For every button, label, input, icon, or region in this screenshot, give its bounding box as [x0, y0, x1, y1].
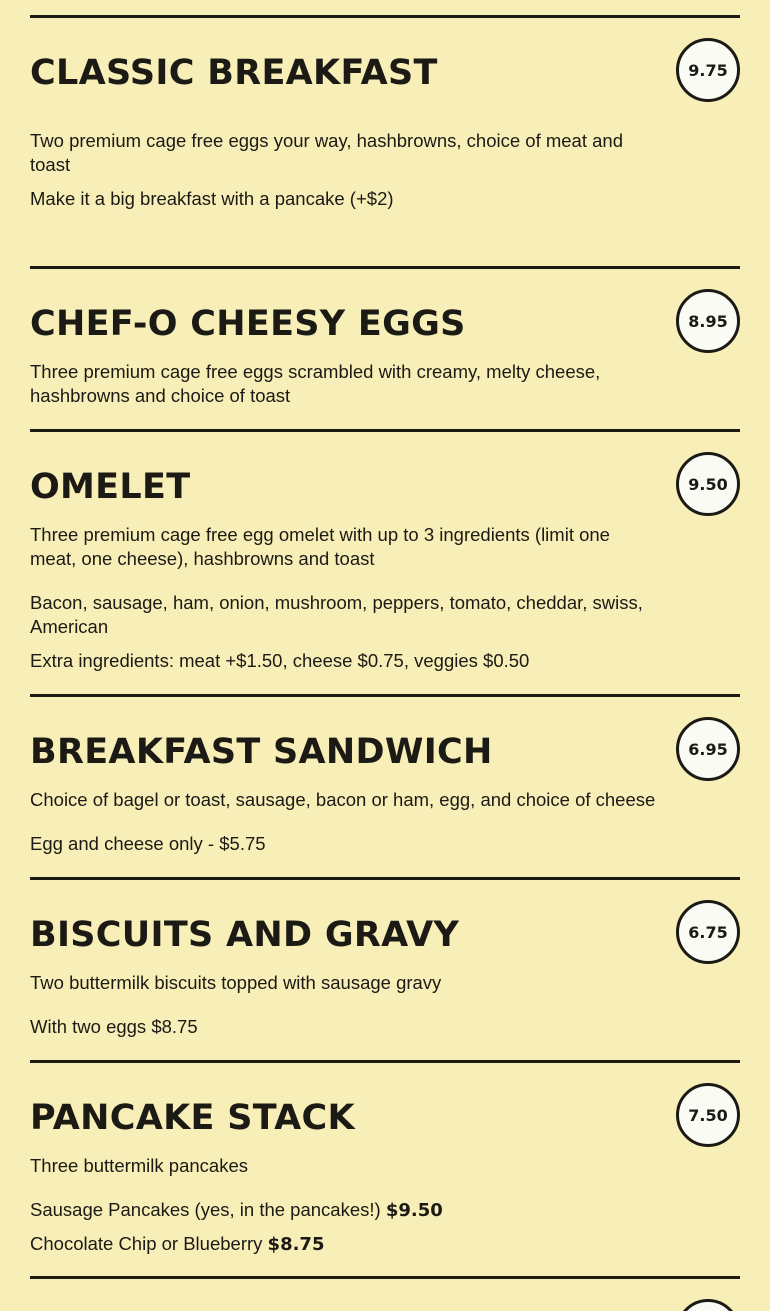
- item-title: BISCUITS AND GRAVY: [30, 915, 460, 955]
- price-badge: 6.95: [676, 717, 740, 781]
- price-badge: 8.95: [676, 289, 740, 353]
- item-extras: Extra ingredients: meat +$1.50, cheese $0.75, veggies $0.50: [30, 650, 530, 671]
- item-title: CHEF-O CHEESY EGGS: [30, 304, 466, 344]
- menu-item-pancake-stack: [30, 1060, 740, 1278]
- price-badge: 9.50: [676, 452, 740, 516]
- menu-item-next: [30, 1276, 740, 1311]
- item-title: BREAKFAST SANDWICH: [30, 732, 493, 772]
- price-badge: 7.50: [676, 1083, 740, 1147]
- menu-item-cheesy-eggs: [30, 266, 740, 429]
- menu-item-biscuits-and-gravy: [30, 877, 740, 1060]
- item-note: Make it a big breakfast with a pancake (+$2): [30, 188, 394, 209]
- menu-item-omelet: [30, 429, 740, 697]
- price-badge: [676, 1299, 740, 1311]
- option-price: $9.50: [385, 1200, 443, 1221]
- price-badge: 9.75: [676, 38, 740, 102]
- option-price: $8.75: [267, 1234, 325, 1255]
- item-description: Two buttermilk biscuits topped with sausage gravy: [30, 972, 442, 993]
- price-badge: 6.75: [676, 900, 740, 964]
- item-note: With two eggs $8.75: [30, 1016, 198, 1037]
- item-description: Three premium cage free egg omelet with up to 3 ingredients (limit one meat, one cheese), hashbrowns and toast: [30, 524, 610, 569]
- item-title: CLASSIC BREAKFAST: [30, 53, 438, 93]
- option-chocolate-blueberry: [30, 1232, 655, 1257]
- item-description: Two premium cage free eggs your way, hashbrowns, choice of meat and toast: [30, 130, 623, 175]
- item-ingredients: Bacon, sausage, ham, onion, mushroom, peppers, tomato, cheddar, swiss, American: [30, 592, 643, 637]
- item-title: OMELET: [30, 467, 191, 507]
- menu-item-classic-breakfast: [30, 15, 740, 268]
- menu-item-breakfast-sandwich: [30, 694, 740, 877]
- option-text: Sausage Pancakes (yes, in the pancakes!): [30, 1199, 381, 1220]
- item-description: Three premium cage free eggs scrambled with creamy, melty cheese, hashbrowns and choice of toast: [30, 361, 601, 406]
- option-sausage-pancakes: [30, 1198, 655, 1223]
- item-title: PANCAKE STACK: [30, 1098, 355, 1138]
- item-description: Three buttermilk pancakes: [30, 1155, 248, 1176]
- item-description: Choice of bagel or toast, sausage, bacon or ham, egg, and choice of cheese: [30, 789, 656, 810]
- item-note: Egg and cheese only - $5.75: [30, 833, 266, 854]
- option-text: Chocolate Chip or Blueberry: [30, 1233, 263, 1254]
